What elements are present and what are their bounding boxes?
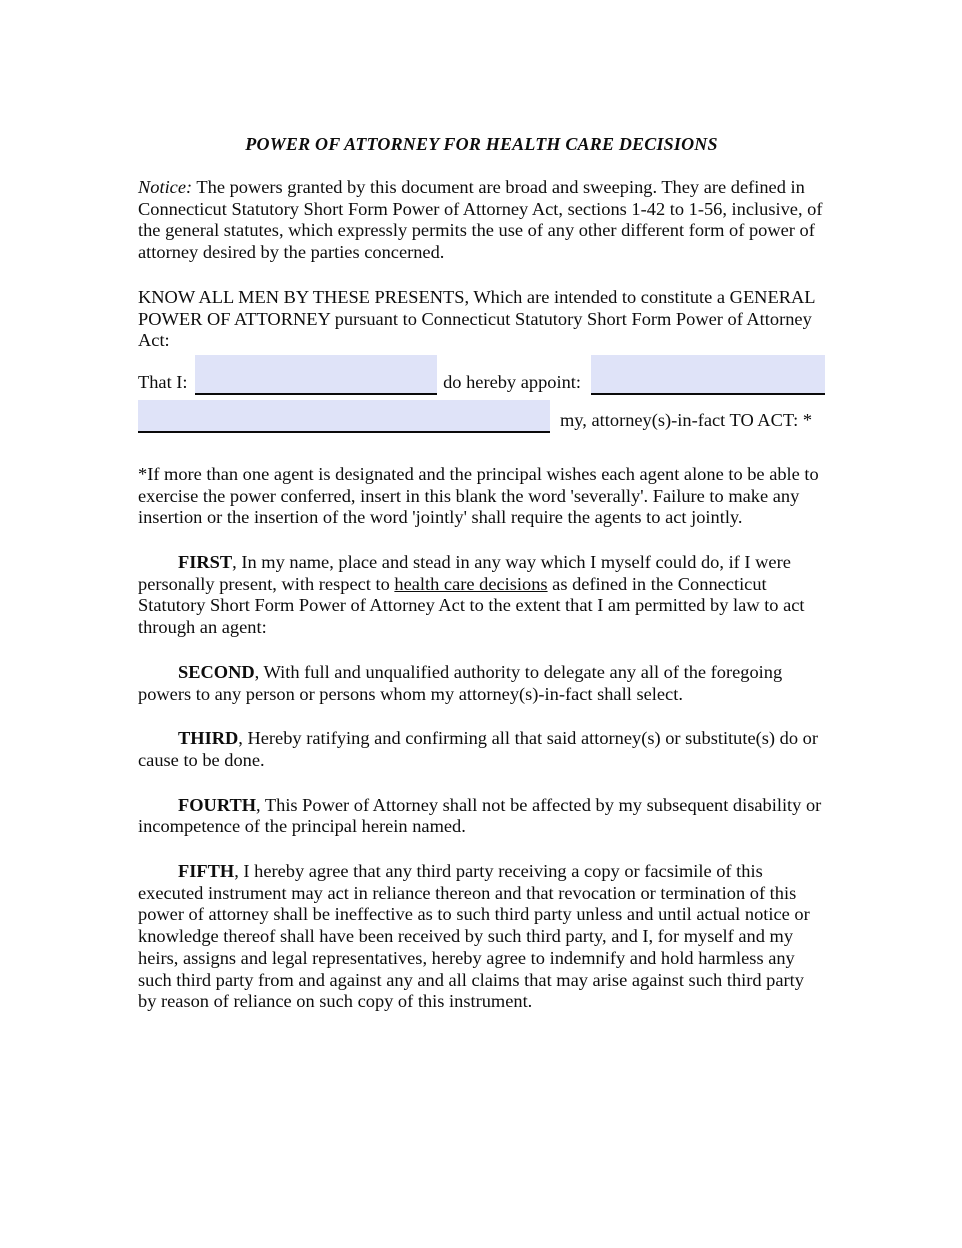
article-fourth bbox=[138, 795, 825, 838]
document-title: POWER OF ATTORNEY FOR HEALTH CARE DECISIONS bbox=[245, 134, 718, 154]
article-fourth-lead: FOURTH bbox=[178, 794, 257, 815]
that-i-label: That I: bbox=[138, 372, 188, 393]
article-first-text-after: as defined in the Connecticut Statutory Short Form Power of Attorney Act to the extent that I am permitted by law to act through an agent: bbox=[138, 573, 805, 638]
article-second-text: , With full and unqualified authority to delegate any all of the foregoing powers to any person or persons whom my attorney(s)-in-fact shall select. bbox=[138, 661, 783, 704]
principal-name-field[interactable] bbox=[195, 355, 438, 395]
article-first bbox=[138, 552, 825, 639]
to-act-label: my, attorney(s)-in-fact TO ACT: * bbox=[560, 410, 813, 431]
notice-paragraph bbox=[138, 177, 825, 264]
article-fifth bbox=[138, 861, 825, 1013]
article-first-underlined-phrase: health care decisions bbox=[394, 573, 548, 594]
article-second-lead: SECOND bbox=[178, 661, 255, 682]
preamble-paragraph: KNOW ALL MEN BY THESE PRESENTS, Which are intended to constitute a GENERAL POWER OF ATTORNEY pursuant to Connecticut Statutory Short Form Power of Attorney Act: bbox=[138, 286, 815, 351]
article-third bbox=[138, 728, 825, 771]
notice-text: The powers granted by this document are broad and sweeping. They are defined in Connecticut Statutory Short Form Power of Attorney Act, sections 1-42 to 1-56, inclusive, of the general statutes, which expressly permits the use of any other different form of power of attorney desired by the parties concerned. bbox=[138, 177, 823, 263]
severally-footnote-paragraph: *If more than one agent is designated and the principal wishes each agent alone to be able to exercise the power conferred, insert in this blank the word 'severally'. Failure to make any insertion or the insertion of the word 'jointly' shall require the agents to act jointly. bbox=[138, 463, 819, 528]
article-second bbox=[138, 662, 825, 705]
agent-name-field[interactable] bbox=[591, 355, 825, 395]
article-third-text: , Hereby ratifying and confirming all that said attorney(s) or substitute(s) do or cause to be done. bbox=[138, 728, 818, 770]
article-fifth-text: , I hereby agree that any third party receiving a copy or facsimile of this executed instrument may act in reliance thereon and that revocation or termination of this power of attorney shall be ineffective as to such third party unless and until actual notice or knowledge thereof shall have been received by such third party, and I, for myself and my heirs, assigns and legal representatives, hereby agree to indemnify and hold harmless any such third party from and against any and all claims that may arise against such third party by reason of reliance on such copy of this instrument. bbox=[138, 861, 810, 1012]
article-first-text-before: , In my name, place and stead in any way which I myself could do, if I were personally present, with respect to bbox=[138, 552, 791, 594]
attorney-in-fact-row bbox=[138, 400, 825, 433]
notice-label: Notice: bbox=[138, 177, 193, 197]
article-first-lead: FIRST bbox=[178, 552, 233, 573]
principal-appointment-row bbox=[138, 355, 825, 395]
agent-name-continued-field[interactable] bbox=[138, 400, 550, 433]
appoint-label: do hereby appoint: bbox=[443, 372, 581, 393]
article-fifth-lead: FIFTH bbox=[178, 861, 235, 882]
article-fourth-text: , This Power of Attorney shall not be affected by my subsequent disability or incompetence of the principal herein named. bbox=[138, 794, 822, 837]
article-third-lead: THIRD bbox=[178, 728, 239, 749]
